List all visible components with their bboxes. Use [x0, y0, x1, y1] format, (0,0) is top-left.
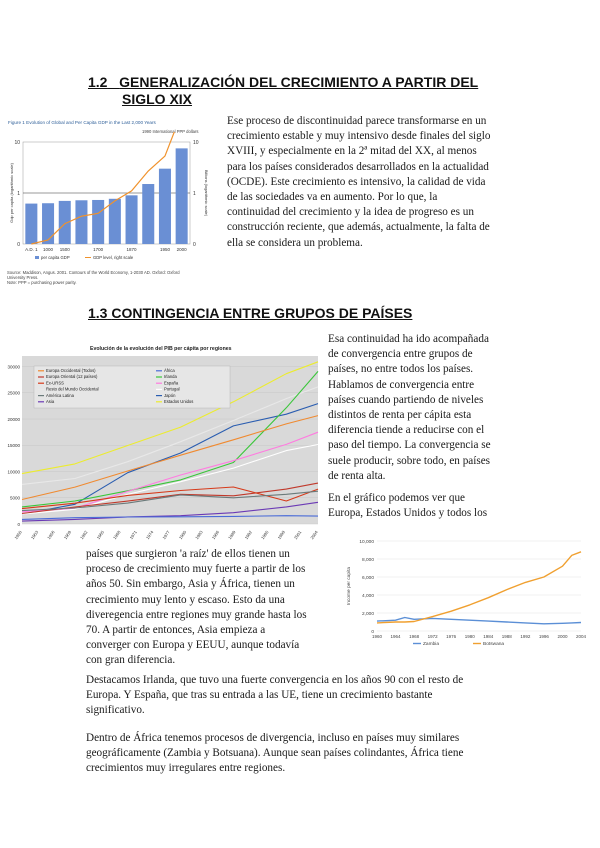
figure-1-gdp [5, 112, 225, 290]
paragraph-line: Dentro de África tenemos procesos de divergencia, incluso en países muy similares [86, 732, 460, 744]
figure-2-title: Evolución de la evolución del PIB per cápita por regiones [90, 346, 232, 352]
figure-2-x-tick: 2004 [309, 529, 319, 541]
paragraph-line: Europa, Estados Unidos y todos los [328, 507, 488, 520]
section-1-2-title-line1: GENERALIZACIÓN DEL CRECIMIENTO A PARTIR DEL [119, 74, 479, 90]
figure-3-y-tick: 4,000 [361, 593, 374, 599]
paragraph-line: ella se considera un problema. [227, 236, 363, 249]
section-1-3-paragraph-3 [86, 547, 344, 669]
paragraph-line: suele producir, sobre todo, en países [328, 454, 491, 467]
figure-3-x-tick: 1996 [538, 634, 549, 639]
figure-2-y-tick: 30000 [7, 364, 20, 370]
figure-1-right-tick: 1 [193, 191, 196, 197]
figure-2-y-tick: 0 [17, 521, 20, 527]
figure-1-x-tick: 1000 [43, 247, 54, 252]
figure-2-x-tick: 1995 [260, 529, 270, 541]
figure-3-x-tick: 1972 [427, 634, 438, 639]
figure-1-bar [109, 199, 121, 244]
figure-3-series-line [377, 618, 581, 624]
paragraph-line: distintos de renta per cápita esta [328, 409, 472, 422]
figure-3-x-tick: 1968 [409, 634, 420, 639]
section-1-3-paragraph-1 [328, 332, 593, 484]
figure-2-x-tick: 1962 [79, 529, 89, 541]
section-1-2-heading [88, 74, 528, 90]
figure-1-source-line: Source: Maddison, Angus. 2001. Contours of the World Economy, 1-2030 AD. Oxford: Oxford [7, 270, 180, 275]
figure-1-x-tick: 1700 [93, 247, 104, 252]
paragraph-line: crecimiento muy lento y escaso. Esto da una [86, 593, 285, 606]
figure-3-x-tick: 2004 [575, 634, 587, 639]
figure-1-x-tick: 2000 [176, 247, 187, 252]
figure-2-y-tick: 20000 [7, 416, 20, 422]
figure-1-bar [25, 204, 37, 244]
figure-2-x-tick: 1998 [276, 529, 286, 541]
figure-2-x-tick: 1980 [177, 529, 188, 541]
figure-1-bar [126, 195, 138, 244]
section-1-3-heading [88, 305, 412, 321]
figure-1-x-tick: 1500 [59, 247, 70, 252]
figure-1-source [7, 270, 225, 285]
figure-1-bar [159, 169, 171, 244]
figure-1-right-tick: 0 [193, 242, 196, 248]
figure-1-source-line: Note: PPP = purchasing power parity. [7, 280, 77, 285]
figure-1-legend-label: per capita GDP [41, 255, 70, 260]
figure-1-subtitle: 1990 International PPP dollars [142, 129, 199, 134]
paragraph-line: Europa. Y España, que tras su entrada a las UE, tiene un crecimiento bastante [86, 689, 433, 702]
figure-2-x-tick: 1983 [194, 529, 204, 541]
figure-2-x-tick: 1968 [112, 529, 122, 541]
figure-3-series-line [377, 552, 581, 623]
figure-1-x-tick: 1870 [126, 247, 137, 252]
figure-2-legend-label: Resto del Mundo Occidental [46, 386, 99, 392]
figure-3-x-tick: 1960 [371, 634, 383, 639]
figure-2-y-tick: 15000 [7, 443, 20, 449]
figure-1-chart [5, 132, 225, 262]
figure-2-y-tick: 5000 [9, 495, 20, 501]
figure-2-legend-label: África [164, 368, 175, 373]
paragraph-line: países, no entre todos los países. [328, 363, 474, 376]
paragraph-line: Ese proceso de discontinuidad parece transformarse en un [227, 115, 487, 127]
paragraph-line: paso del tiempo. La convergencia se [328, 439, 491, 452]
paragraph-line: significativo. [86, 704, 145, 717]
paragraph-line: XVIII, y especialmente en la 2ª mitad del XX, al menos [227, 145, 477, 158]
figure-2-x-tick: 1989 [227, 529, 237, 541]
figure-1-left-axis-label: Gdp per capita (logarithmic scale) [9, 163, 14, 223]
figure-2-x-tick: 1959 [62, 529, 73, 541]
figure-2-legend-label: Irlanda [164, 374, 177, 380]
figure-1-x-tick: 1950 [159, 247, 170, 252]
section-1-3-number: 1.3 [88, 305, 108, 321]
figure-2-y-tick: 10000 [7, 469, 20, 475]
figure-2-x-tick: 1950 [13, 529, 23, 541]
paragraph-line: 70. A partir de entonces, Asia empieza a [86, 624, 266, 637]
figure-3-y-tick: 6,000 [361, 575, 374, 581]
figure-2-x-tick: 1992 [243, 529, 254, 541]
figure-3-x-tick: 1964 [390, 634, 401, 639]
figure-2-legend-label: Europa Oriental (12 países) [46, 374, 98, 380]
figure-2-y-tick: 25000 [7, 390, 20, 396]
figure-3-legend-label: Zambia [423, 642, 439, 647]
paragraph-line: años 50. Sin embargo, Asia y África, tienen un [86, 578, 295, 591]
section-1-3-title: CONTINGENCIA ENTRE GRUPOS DE PAÍSES [111, 305, 413, 321]
figure-2-legend-label: Asia [46, 399, 55, 404]
figure-3-y-tick: 0 [371, 629, 374, 635]
figure-1-left-tick: 0 [17, 242, 20, 248]
figure-1-title: Figure 1 Evolution of Global and Per Capita GDP in the Last 2,000 Years [8, 120, 156, 125]
figure-2-x-tick: 1986 [210, 529, 221, 541]
figure-3-y-tick: 10,000 [359, 539, 374, 545]
section-1-3-paragraph-4 [86, 673, 586, 719]
figure-2-legend-label: Portugal [164, 386, 180, 392]
paragraph-line: diferencia tiende a reducirse con el [328, 424, 485, 437]
section-1-2-paragraph [227, 114, 587, 251]
figure-1-x-tick: A.D. 1 [25, 247, 38, 252]
figure-2-x-tick: 2001 [292, 529, 303, 541]
figure-2-x-tick: 1965 [95, 529, 106, 541]
section-1-2-title-line2: SIGLO XIX [122, 91, 193, 107]
figure-1-bar [42, 203, 54, 244]
figure-2-legend-label: Japón [164, 392, 176, 398]
figure-3-zambia-botswana-chart [343, 535, 587, 647]
figure-3-y-tick: 8,000 [361, 557, 374, 563]
paragraph-line: En el gráfico podemos ver que [328, 492, 465, 504]
paragraph-line: para los países considerados desarrollados en la actualidad [227, 160, 489, 173]
paragraph-line: crecimientos muy irregulares entre regiones. [86, 762, 286, 775]
figure-2-legend-label: Estados Unidos [164, 399, 194, 404]
figure-3-y-axis-label: Income per capita [347, 566, 352, 606]
paragraph-line: diveregencia entre regiones muy grande hasta los [86, 608, 307, 621]
figure-1-legend-label: GDP level, right scale [93, 255, 134, 260]
figure-2-legend-label: Europa Occidental (Todos) [46, 368, 96, 373]
paragraph-line: Hablamos de convergencia entre [328, 378, 475, 391]
paragraph-line: con gran diferencia. [86, 654, 176, 667]
paragraph-line: de convergencia entre grupos de [328, 348, 473, 361]
paragraph-line: de las sociedades va en aumento. Por lo que, la [227, 191, 438, 204]
figure-2-x-tick: 1953 [29, 529, 40, 541]
paragraph-line: Esa continuidad ha ido acompañada [328, 333, 489, 345]
figure-2-x-tick: 1977 [161, 529, 171, 541]
figure-2-x-tick: 1974 [144, 529, 155, 541]
paragraph-line: proceso de crecimiento muy fuerte a partir de los [86, 563, 306, 576]
figure-3-x-tick: 1976 [446, 634, 457, 639]
figure-3-x-tick: 2000 [557, 634, 568, 639]
figure-3-x-tick: 1984 [483, 634, 494, 639]
figure-1-left-tick: 1 [17, 191, 20, 197]
figure-1-bar [75, 200, 87, 244]
paragraph-line: crecimiento estable y muy intensivo desde finales del siglo [227, 130, 491, 143]
paragraph-line: países cuando partiendo de niveles [328, 393, 484, 406]
paragraph-line: de renta alta. [328, 469, 386, 482]
figure-1-source-line: University Press. [7, 275, 39, 280]
figure-3-y-tick: 2,000 [361, 611, 374, 617]
figure-3-x-tick: 1992 [520, 634, 531, 639]
section-1-2-number: 1.2 [88, 74, 108, 90]
figure-1-bar [142, 184, 154, 244]
paragraph-line: (OCDE). Este crecimiento es intensivo, la calidad de vida [227, 175, 486, 188]
section-1-3-paragraph-2 [328, 491, 593, 521]
figure-3-x-tick: 1988 [501, 634, 512, 639]
figure-1-bar [176, 148, 188, 244]
figure-2-legend-label: América Latina [46, 392, 74, 398]
figure-1-left-tick: 10 [14, 140, 20, 146]
figure-1-right-axis-label: Billions (logarithmic scale) [204, 169, 209, 217]
figure-2-legend-label: Ex-URSS [46, 380, 64, 386]
paragraph-line: continuidad del crecimiento y la idea de progreso es un [227, 206, 474, 219]
paragraph-line: geográficamente (Zambia y Botsuana). Aunque sean países colindantes, África tiene [86, 747, 464, 760]
figure-3-x-tick: 1980 [464, 634, 475, 639]
paragraph-line: converger con Europa y EEUU, aunque todavía [86, 639, 300, 652]
paragraph-line: países que surgieron 'a raíz' de ellos tienen un [86, 548, 290, 560]
figure-2-x-tick: 1971 [128, 529, 138, 541]
figure-2-legend-label: España [164, 380, 179, 386]
figure-1-legend-swatch [35, 256, 39, 259]
figure-3-legend-label: Botswana [483, 642, 505, 647]
figure-1-right-tick: 10 [193, 140, 199, 146]
figure-2-regional-gdp-chart [0, 338, 322, 548]
paragraph-line: Destacamos Irlanda, que tuvo una fuerte convergencia en los años 90 con el resto de [86, 674, 464, 686]
figure-1-bar [92, 200, 104, 244]
paragraph-line: construcción reciente, que además, actualmente, la falta de [227, 221, 490, 234]
section-1-3-paragraph-5 [86, 731, 586, 777]
section-1-2-heading-line2 [122, 91, 192, 107]
figure-2-x-tick: 1956 [46, 529, 56, 541]
